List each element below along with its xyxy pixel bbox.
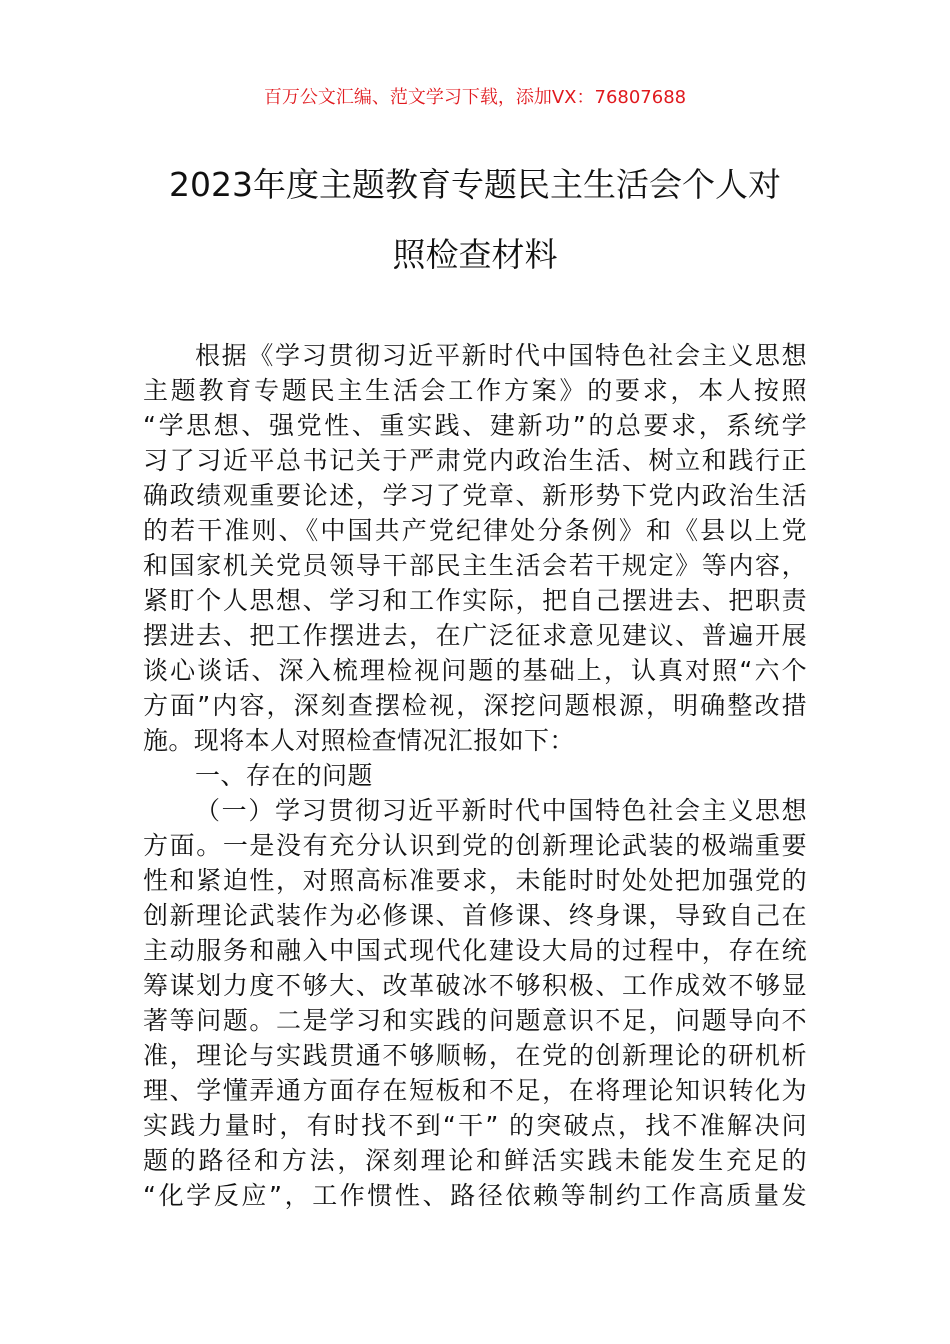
- text-line: 方面”内容，深刻查摆检视，深挖问题根源，明确整改措: [143, 691, 807, 720]
- header-watermark-note: 百万公文汇编、范文学习下载，添加VX：76807688: [263, 87, 687, 108]
- text-line: “化学反应”，工作惯性、路径依赖等制约工作高质量发: [143, 1181, 807, 1210]
- text-line: 主动服务和融入中国式现代化建设大局的过程中，存在统: [143, 936, 807, 965]
- paragraph-problem-1: [143, 793, 807, 1213]
- text-line: 和国家机关党员领导干部民主生活会若干规定》等内容，: [143, 551, 807, 580]
- paragraph-intro: [143, 338, 807, 758]
- title-line-2: 照检查材料: [392, 235, 558, 274]
- text-line: 创新理论武装作为必修课、首修课、终身课，导致自己在: [143, 901, 807, 930]
- text-line: 谈心谈话、深入梳理检视问题的基础上，认真对照“六个: [143, 656, 807, 685]
- text-line: 著等问题。二是学习和实践的问题意识不足，问题导向不: [143, 1006, 807, 1035]
- text-line: 筹谋划力度不够大、改革破冰不够积极、工作成效不够显: [143, 971, 807, 1000]
- text-line: 准，理论与实践贯通不够顺畅，在党的创新理论的研机析: [143, 1041, 807, 1070]
- text-line: 施。现将本人对照检查情况汇报如下：: [143, 726, 575, 755]
- text-line: 的若干准则、《中国共产党纪律处分条例》和《县以上党: [143, 516, 807, 545]
- text-line: 紧盯个人思想、学习和工作实际，把自己摆进去、把职责: [143, 586, 807, 615]
- text-line: “学思想、强党性、重实践、建新功”的总要求，系统学: [143, 411, 807, 440]
- document-body: [143, 338, 807, 1213]
- text-line: 根据《学习贯彻习近平新时代中国特色社会主义思想: [195, 341, 807, 370]
- text-line: 方面。一是没有充分认识到党的创新理论武装的极端重要: [143, 831, 807, 860]
- document-title: [140, 150, 810, 290]
- section-heading: 一、存在的问题: [195, 761, 373, 790]
- text-line: 摆进去、把工作摆进去，在广泛征求意见建议、普遍开展: [143, 621, 807, 650]
- section-heading-problems: [143, 758, 807, 793]
- text-line: 确政绩观重要论述，学习了党章、新形势下党内政治生活: [143, 481, 807, 510]
- text-line: 性和紧迫性，对照高标准要求，未能时时处处把加强党的: [143, 866, 807, 895]
- text-line: （一）学习贯彻习近平新时代中国特色社会主义思想: [195, 796, 807, 825]
- text-line: 习了习近平总书记关于严肃党内政治生活、树立和践行正: [143, 446, 807, 475]
- text-line: 主题教育专题民主生活会工作方案》的要求，本人按照: [143, 376, 807, 405]
- title-line-1: 2023年度主题教育专题民主生活会个人对: [169, 165, 781, 204]
- text-line: 实践力量时，有时找不到“干” 的突破点，找不准解决问: [143, 1111, 807, 1140]
- text-line: 题的路径和方法，深刻理论和鲜活实践未能发生充足的: [143, 1146, 807, 1175]
- text-line: 理、学懂弄通方面存在短板和不足，在将理论知识转化为: [143, 1076, 807, 1105]
